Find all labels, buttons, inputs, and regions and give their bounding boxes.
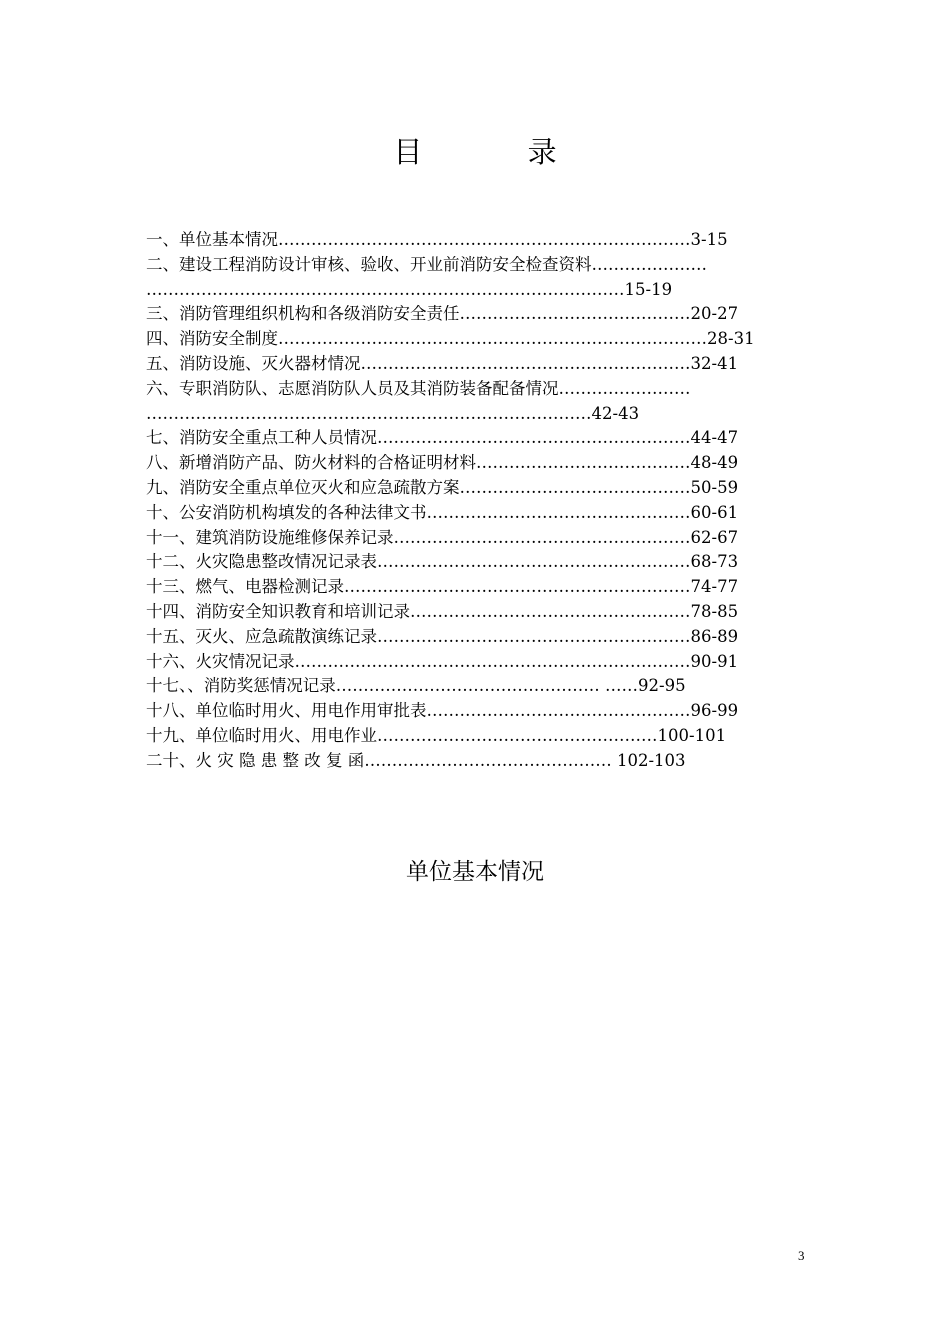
toc-entry: 十七、、消防奖惩情况记录………………………………………… ……92-95 — [146, 676, 686, 696]
toc-entry: 十四、消防安全知识教育和培训记录……………………………………………78-85 — [146, 601, 739, 621]
section-heading: 单位基本情况 — [406, 859, 544, 885]
toc-entry: 九、消防安全重点单位灭火和应急疏散方案……………………………………50-59 — [146, 477, 739, 497]
toc-entry: 二十、火 灾 隐 患 整 改 复 函……………………………………… 102-103 — [146, 750, 686, 770]
toc-entry: 八、新增消防产品、防火材料的合格证明材料…………………………………48-49 — [146, 453, 739, 473]
toc-entry: 十、公安消防机构填发的各种法律文书…………………………………………60-61 — [146, 502, 739, 522]
toc-entry: 十五、灭火、应急疏散演练记录…………………………………………………86-89 — [146, 626, 739, 646]
toc-entry: 十八、单位临时用火、用电作用审批表…………………………………………96-99 — [146, 701, 739, 721]
toc-entry: 一、单位基本情况…………………………………………………………………3-15 — [146, 230, 728, 249]
toc-entry: 十六、火灾情况记录………………………………………………………………90-91 — [146, 651, 739, 671]
toc-entry: 二、建设工程消防设计审核、验收、开业前消防安全检查资料………………… — [146, 254, 707, 274]
toc-entry: 三、消防管理组织机构和各级消防安全责任……………………………………20-27 — [146, 304, 739, 324]
toc-entry: 六、专职消防队、志愿消防队人员及其消防装备配备情况…………………… — [146, 378, 691, 398]
toc-entry: 五、消防设施、灭火器材情况……………………………………………………32-41 — [146, 353, 739, 373]
table-of-contents — [146, 228, 808, 774]
toc-entry: 十九、单位临时用火、用电作业……………………………………………100-101 — [146, 725, 727, 745]
toc-entry: 十一、建筑消防设施维修保养记录………………………………………………62-67 — [146, 527, 739, 547]
page-number: 3 — [798, 1248, 805, 1263]
toc-entry-continuation: ……………………………………………………………………………15-19 — [146, 279, 673, 299]
toc-entry: 七、消防安全重点工种人员情况…………………………………………………44-47 — [146, 428, 739, 448]
toc-entry: 十二、火灾隐患整改情况记录表…………………………………………………68-73 — [146, 552, 739, 572]
page-title: 目 录 — [393, 135, 605, 169]
toc-entry: 四、消防安全制度……………………………………………………………………28-31 — [146, 329, 755, 349]
toc-entry: 十三、燃气、电器检测记录………………………………………………………74-77 — [146, 577, 739, 597]
toc-entry-continuation: ………………………………………………………………………42-43 — [146, 403, 640, 423]
